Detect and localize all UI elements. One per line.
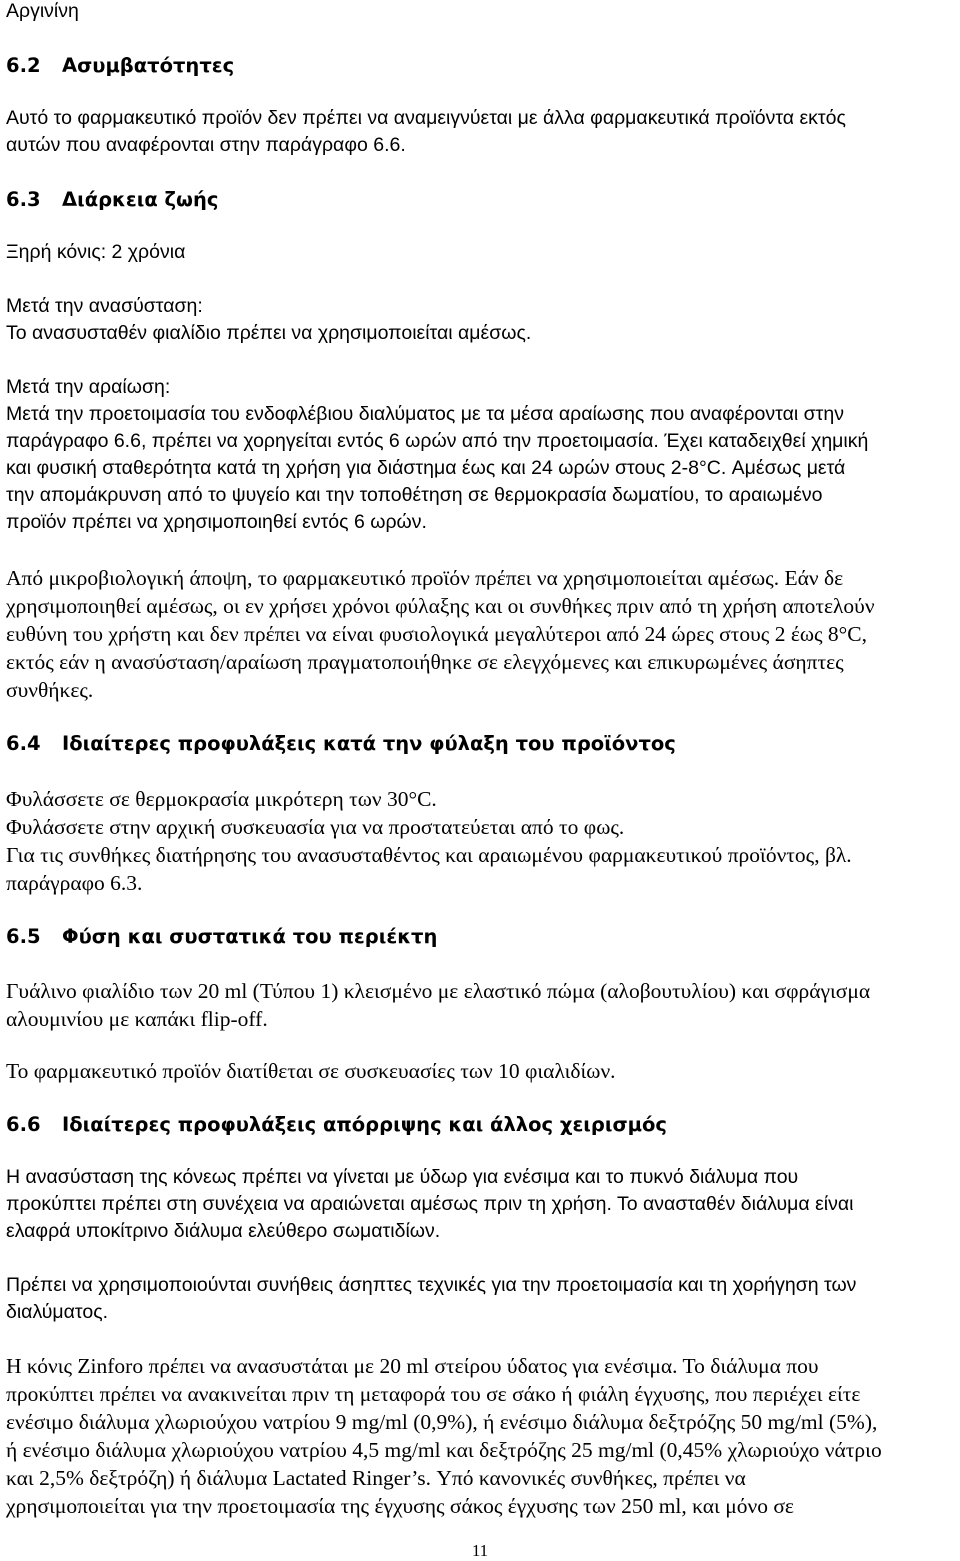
section-number: 6.3	[6, 188, 41, 211]
paragraph-line: προκύπτει πρέπει να ανακινείται πριν τη μεταφορά του σε σάκο ή φιάλη έγχυσης, που περιέχει είτε	[6, 1382, 861, 1406]
paragraph-line: Αυτό το φαρμακευτικό προϊόν δεν πρέπει να αναμειγνύεται με άλλα φαρμακευτικά προϊόντα εκτός	[6, 107, 846, 129]
paragraph-line: παράγραφο 6.3.	[6, 871, 143, 895]
section-number: 6.2	[6, 54, 41, 77]
section-title: Ιδιαίτερες προφυλάξεις κατά την φύλαξη του προϊόντος	[62, 732, 676, 755]
paragraph-line: συνθήκες.	[6, 678, 94, 702]
paragraph-line: Γυάλινο φιαλίδιο των 20 ml (Τύπου 1) κλεισμένο με ελαστικό πώμα (αλοβουτυλίου) και σφράγισμα	[6, 979, 871, 1003]
section-heading-6-5	[6, 927, 437, 947]
paragraph-line: και φυσική σταθερότητα κατά τη χρήση για διάστημα έως και 24 ωρών στους 2-8°C. Αμέσως μετά	[6, 457, 846, 479]
paragraph-line: την απομάκρυνση από το ψυγείο και την τοποθέτηση σε θερμοκρασία δωματίου, το αραιωμένο	[6, 484, 823, 506]
paragraph-line: προκύπτει πρέπει στη συνέχεια να αραιώνεται αμέσως πριν τη χρήση. Το ανασταθέν διάλυμα είναι	[6, 1193, 854, 1215]
section-heading-6-2	[6, 56, 234, 76]
section-title: Διάρκεια ζωής	[62, 188, 219, 211]
paragraph-line: διαλύματος.	[6, 1301, 109, 1323]
section-heading-6-6	[6, 1115, 667, 1135]
pack-size-line: Το φαρμακευτικό προϊόν διατίθεται σε συσκευασίες των 10 φιαλιδίων.	[6, 1059, 616, 1083]
paragraph-line: ή ενέσιμο διάλυμα χλωριούχου νατρίου 4,5 mg/ml και δεξτρόζης 25 mg/ml (0,45% χλωριούχο νάτριο	[6, 1438, 882, 1462]
paragraph-line: Το ανασυσταθέν φιαλίδιο πρέπει να χρησιμοποιείται αμέσως.	[6, 322, 532, 344]
section-heading-6-3	[6, 190, 218, 210]
paragraph-line: παράγραφο 6.6, πρέπει να χορηγείται εντός 6 ωρών από την προετοιμασία. Έχει καταδειχθεί χημική	[6, 430, 869, 452]
dry-powder-shelf-life: Ξηρή κόνις: 2 χρόνια	[6, 241, 186, 263]
section-title: Φύση και συστατικά του περιέκτη	[62, 925, 438, 948]
paragraph-line: αλουμινίου με καπάκι flip-off.	[6, 1007, 268, 1031]
section-number: 6.6	[6, 1113, 41, 1136]
paragraph-line: χρησιμοποιηθεί αμέσως, οι εν χρήσει χρόνοι φύλαξης και οι συνθήκες πριν από τη χρήση αποτελούν	[6, 594, 875, 618]
top-line: Αργινίνη	[6, 0, 79, 22]
paragraph-line: Μετά την προετοιμασία του ενδοφλέβιου διαλύματος με τα μέσα αραίωσης που αναφέρονται στην	[6, 403, 844, 425]
paragraph-line: Από μικροβιολογική άποψη, το φαρμακευτικό προϊόν πρέπει να χρησιμοποιείται αμέσως. Εάν δε	[6, 566, 844, 590]
paragraph-line: Για τις συνθήκες διατήρησης του ανασυσταθέντος και αραιωμένου φαρμακευτικού προϊόντος, βλ.	[6, 843, 852, 867]
paragraph-line: χρησιμοποιείται για την προετοιμασία της έγχυσης σάκος έγχυσης των 250 ml, και μόνο σε	[6, 1494, 794, 1518]
paragraph-line: εκτός εάν η ανασύσταση/αραίωση πραγματοποιήθηκε σε ελεγχόμενες και επικυρωμένες άσηπτες	[6, 650, 844, 674]
paragraph-line: Φυλάσσετε στην αρχική συσκευασία για να προστατεύεται από το φως.	[6, 815, 625, 839]
paragraph-line: Πρέπει να χρησιμοποιούνται συνήθεις άσηπτες τεχνικές για την προετοιμασία και τη χορήγηση των	[6, 1274, 857, 1296]
paragraph-line: Η ανασύσταση της κόνεως πρέπει να γίνεται με ύδωρ για ενέσιμα και το πυκνό διάλυμα που	[6, 1166, 799, 1188]
paragraph-line: ελαφρά υποκίτρινο διάλυμα ελεύθερο σωματιδίων.	[6, 1220, 441, 1242]
section-title: Ιδιαίτερες προφυλάξεις απόρριψης και άλλος χειρισμός	[62, 1113, 667, 1136]
subheading-after-dilution: Μετά την αραίωση:	[6, 376, 171, 398]
section-number: 6.5	[6, 925, 41, 948]
paragraph-line: Φυλάσσετε σε θερμοκρασία μικρότερη των 30°C.	[6, 787, 437, 811]
paragraph-line: προϊόν πρέπει να χρησιμοποιηθεί εντός 6 ωρών.	[6, 511, 427, 533]
paragraph-line: αυτών που αναφέρονται στην παράγραφο 6.6.	[6, 134, 406, 156]
paragraph-line: Η κόνις Zinforo πρέπει να ανασυστάται με 20 ml στείρου ύδατος για ενέσιμα. Το διάλυμα που	[6, 1354, 819, 1378]
section-number: 6.4	[6, 732, 41, 755]
subheading-after-reconstitution: Μετά την ανασύσταση:	[6, 295, 203, 317]
section-title: Ασυμβατότητες	[62, 54, 235, 77]
page-number: 11	[471, 1541, 489, 1560]
paragraph-line: και 2,5% δεξτρόζη) ή διάλυμα Lactated Ringer’s. Υπό κανονικές συνθήκες, πρέπει να	[6, 1466, 746, 1490]
paragraph-line: ευθύνη του χρήστη και δεν πρέπει να είναι φυσιολογικά μεγαλύτεροι από 24 ώρες στους 2 έως 8°C,	[6, 622, 867, 646]
section-heading-6-4	[6, 734, 676, 754]
paragraph-line: ενέσιμο διάλυμα χλωριούχου νατρίου 9 mg/ml (0,9%), ή ενέσιμο διάλυμα δεξτρόζης 50 mg/ml (5%),	[6, 1410, 878, 1434]
